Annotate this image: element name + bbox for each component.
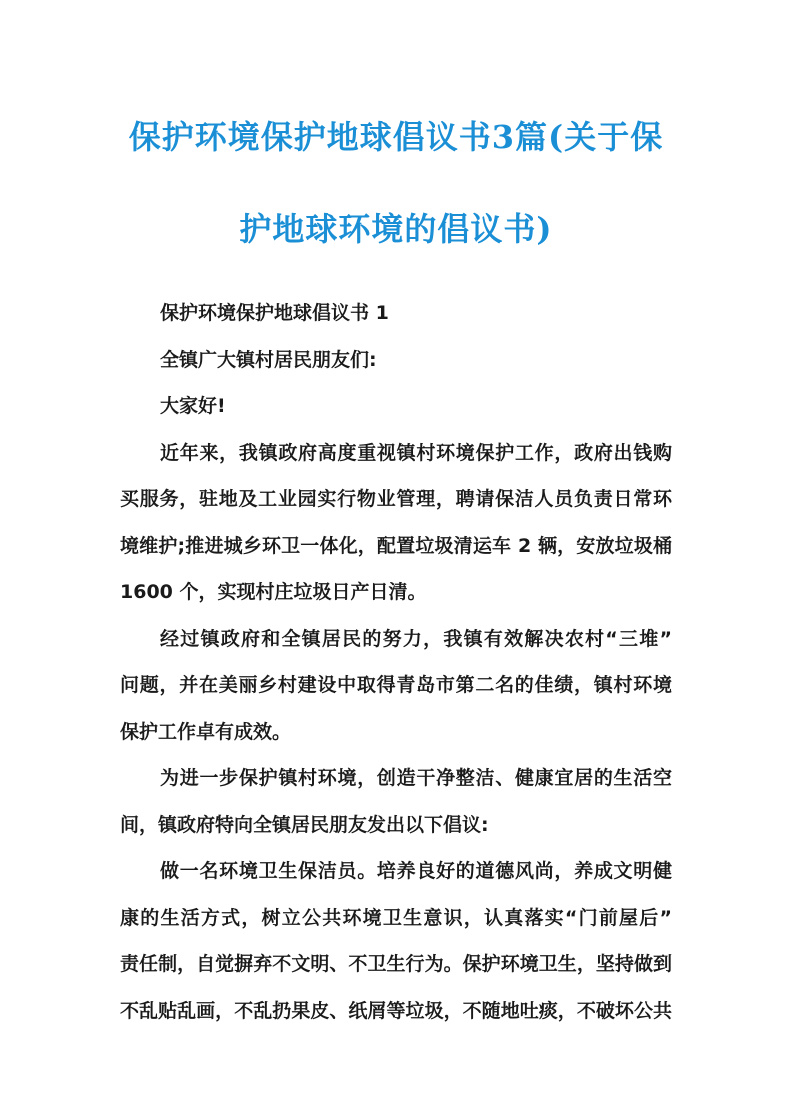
paragraph-line: 保护工作卓有成效。	[120, 720, 292, 743]
paragraph-line: 经过镇政府和全镇居民的努力，我镇有效解决农村“三堆”	[160, 627, 672, 650]
document-title-line2: 护地球环境的倡议书)	[239, 210, 553, 248]
paragraph-line: 为进一步保护镇村环境，创造干净整洁、健康宜居的生活空	[160, 767, 672, 789]
paragraph-line: 不乱贴乱画，不乱扔果皮、纸屑等垃圾，不随地吐痰，不破坏公共	[120, 999, 672, 1022]
paragraph-line: 近年来，我镇政府高度重视镇村环境保护工作，政府出钱购	[160, 441, 672, 464]
paragraph-line: 境维护;推进城乡环卫一体化，配置垃圾清运车 2 辆，安放垃圾桶	[120, 534, 672, 557]
paragraph-line: 间，镇政府特向全镇居民朋友发出以下倡议:	[120, 813, 489, 836]
paragraph-line: 问题，并在美丽乡村建设中取得青岛市第二名的佳绩，镇村环境	[120, 674, 672, 696]
section-heading: 保护环境保护地球倡议书 1	[160, 302, 389, 324]
paragraph-line: 1600 个，实现村庄垃圾日产日清。	[120, 581, 427, 603]
paragraph-line: 责任制，自觉摒弃不文明、不卫生行为。保护环境卫生，坚持做到	[120, 953, 672, 975]
document-body	[120, 296, 672, 1040]
paragraph-line: 康的生活方式，树立公共环境卫生意识，认真落实“门前屋后”	[120, 906, 672, 929]
paragraph-line: 做一名环境卫生保洁员。培养良好的道德风尚，养成文明健	[160, 860, 672, 882]
salutation: 全镇广大镇村居民朋友们:	[160, 348, 377, 371]
document-title-line1: 保护环境保护地球倡议书3篇(关于保	[128, 118, 664, 156]
paragraph-line: 买服务，驻地及工业园实行物业管理，聘请保洁人员负责日常环	[120, 488, 672, 510]
greeting: 大家好!	[160, 395, 226, 417]
